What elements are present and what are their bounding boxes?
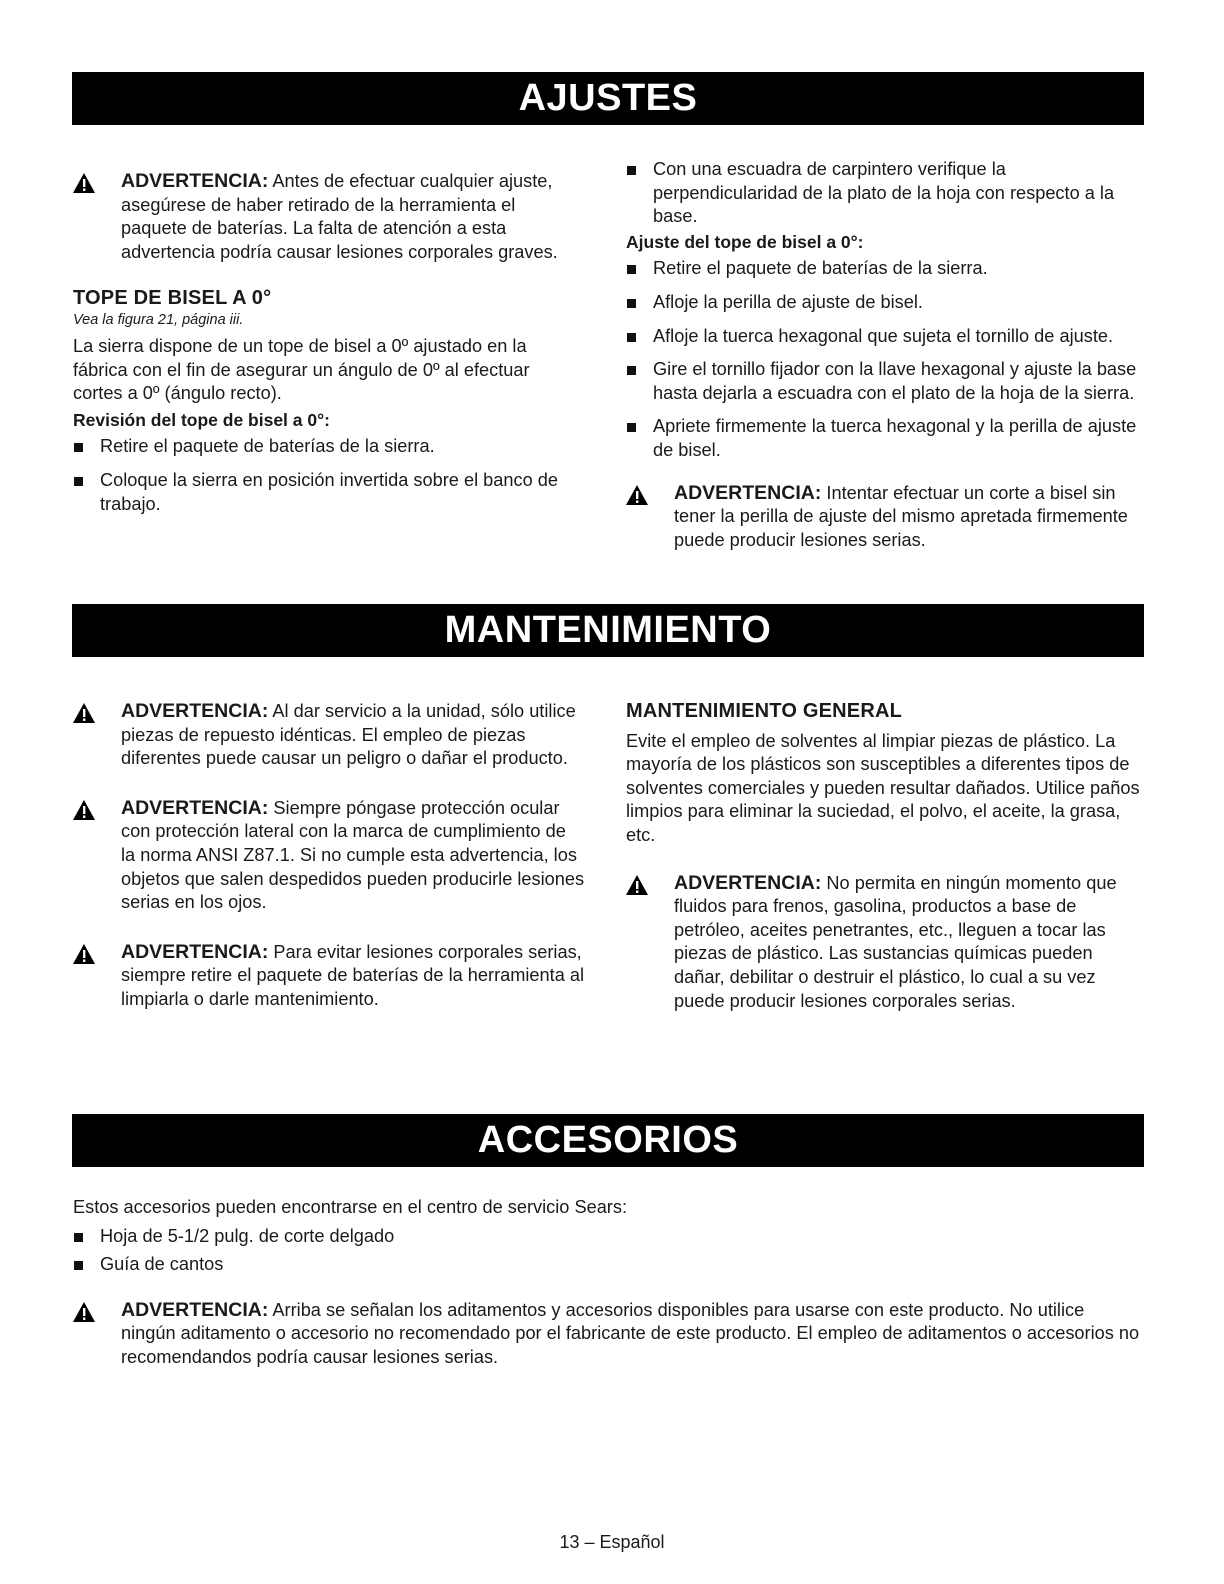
warning-text: Intentar efectuar un corte a bisel sin tener la perilla de ajuste del mismo apretada firmemente puede producir lesiones serias. <box>674 482 1128 550</box>
warning-triangle-icon <box>73 173 95 193</box>
check-list <box>73 435 573 516</box>
check-list-cont <box>626 158 1141 229</box>
bevel-heading: TOPE DE BISEL A 0° <box>73 287 272 310</box>
warning-text: Arriba se señalan los aditamentos y accesorios disponibles para usarse con este producto. No utilice ningún aditamento o accesorio no recomendado por el fabricante de este producto. El empleo de aditamentos o accesorios no recomendandos podría causar lesiones serias. <box>121 1299 1140 1367</box>
list-item: Apriete firmemente la tuerca hexagonal y la perilla de ajuste de bisel. <box>626 415 1141 462</box>
warning-triangle-icon <box>73 944 95 964</box>
warning-label: ADVERTENCIA: <box>121 796 269 819</box>
list-item: Gire el tornillo fijador con la llave hexagonal y ajuste la base hasta dejarla a escuadra con el plato de la hoja de la sierra. <box>626 358 1141 405</box>
general-maintenance-text: Evite el empleo de solventes al limpiar piezas de plástico. La mayoría de los plásticos son susceptibles a diferentes tipos de solventes comerciales y pueden resultar dañados. Utilice paños limpios para eliminar la suciedad, el polvo, el aceite, la grasa, etc. <box>626 730 1140 845</box>
section-banner-ajustes: AJUSTES <box>72 72 1144 125</box>
list-item: Afloje la tuerca hexagonal que sujeta el tornillo de ajuste. <box>626 325 1141 349</box>
list-item: Afloje la perilla de ajuste de bisel. <box>626 291 1141 315</box>
warning-label: ADVERTENCIA: <box>121 700 269 722</box>
warning-block <box>73 1299 1143 1370</box>
warning-triangle-icon <box>73 1302 95 1322</box>
warning-text: Siempre póngase protección ocular con protección lateral con la marca de cumplimiento de la norma ANSI Z87.1. Si no cumple esta advertencia, los objetos que salen despedidos pueden producirle lesiones serias en los ojos. <box>121 797 585 913</box>
warning-triangle-icon <box>73 800 95 820</box>
figure-reference: Vea la figura 21, página iii. <box>73 311 244 328</box>
page-footer: 13 – Español <box>559 1532 665 1552</box>
warning-label: ADVERTENCIA: <box>674 481 822 504</box>
adjust-list <box>626 257 1141 462</box>
list-item: Hoja de 5-1/2 pulg. de corte delgado <box>73 1225 1143 1249</box>
warning-triangle-icon <box>626 875 648 895</box>
warning-text: Antes de efectuar cualquier ajuste, asegúrese de haber retirado de la herramienta el paquete de baterías. La falta de atención a esta advertencia podría causar lesiones corporales graves. <box>121 171 558 262</box>
bevel-intro: La sierra dispone de un tope de bisel a 0º ajustado en la fábrica con el fin de asegurar un ángulo de 0º al efectuar cortes a 0º (ángulo recto). <box>73 335 530 404</box>
warning-text: Al dar servicio a la unidad, sólo utilice piezas de repuesto idénticas. El empleo de piezas diferentes puede causar un peligro o dañar el producto. <box>121 701 576 769</box>
list-item: Retire el paquete de baterías de la sierra. <box>626 257 1141 281</box>
warning-label: ADVERTENCIA: <box>121 1298 269 1321</box>
general-maintenance-heading: MANTENIMIENTO GENERAL <box>626 700 903 722</box>
warning-block <box>73 941 585 1012</box>
warning-label: ADVERTENCIA: <box>121 940 269 963</box>
accessories-list <box>73 1225 1143 1277</box>
check-heading: Revisión del tope de bisel a 0°: <box>73 409 330 430</box>
accessories-intro: Estos accesorios pueden encontrarse en el centro de servicio Sears: <box>73 1197 628 1217</box>
ajustes-left-column <box>73 170 573 516</box>
list-item: Coloque la sierra en posición invertida sobre el banco de trabajo. <box>73 469 573 516</box>
warning-label: ADVERTENCIA: <box>121 170 269 192</box>
list-item: Con una escuadra de carpintero verifique la perpendicularidad de la plato de la hoja con respecto a la base. <box>626 158 1141 229</box>
warning-triangle-icon <box>626 485 648 505</box>
warning-label: ADVERTENCIA: <box>674 871 822 894</box>
mantenimiento-right-column <box>626 700 1141 1013</box>
ajustes-right-column <box>626 158 1141 552</box>
mantenimiento-left-column <box>73 700 585 1012</box>
section-banner-mantenimiento: MANTENIMIENTO <box>72 604 1144 657</box>
warning-block <box>73 170 573 264</box>
warning-block <box>626 872 1141 1014</box>
section-banner-accesorios: ACCESORIOS <box>72 1114 1144 1167</box>
warning-triangle-icon <box>73 703 95 723</box>
adjust-heading: Ajuste del tope de bisel a 0°: <box>626 231 864 252</box>
list-item: Guía de cantos <box>73 1253 1143 1277</box>
list-item: Retire el paquete de baterías de la sierra. <box>73 435 573 459</box>
warning-block <box>73 797 585 915</box>
accesorios-column <box>73 1196 1143 1370</box>
warning-block <box>73 700 585 771</box>
warning-text: No permita en ningún momento que fluidos para frenos, gasolina, productos a base de petróleo, aceites penetrantes, etc., lleguen a tocar las piezas de plástico. Las sustancias químicas pueden dañar, debilitar o destruir el plástico, lo cual a su vez puede producir lesiones corporales serias. <box>674 872 1117 1011</box>
warning-text: Para evitar lesiones corporales serias, siempre retire el paquete de baterías de la herramienta al limpiarla o darle mantenimiento. <box>121 941 585 1009</box>
warning-block <box>626 482 1141 553</box>
